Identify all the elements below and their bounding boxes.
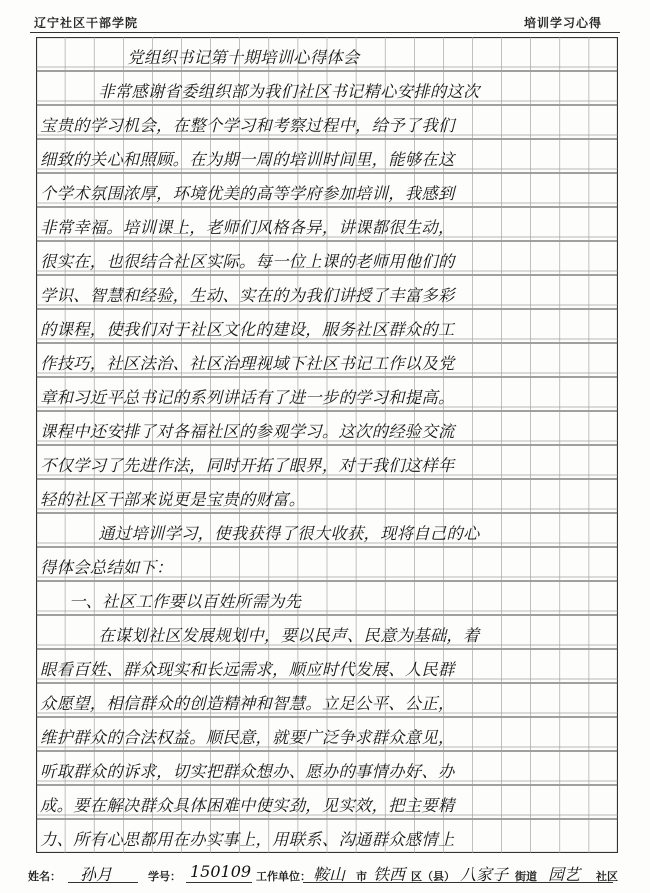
text-line: [36, 581, 618, 615]
text-line: [36, 445, 618, 479]
street-label: 街道: [515, 870, 537, 883]
text-line-text: 个学术氛围浓厚，环境优美的高等学府参加培训，我感到: [40, 184, 455, 203]
text-line: [36, 411, 618, 445]
text-line: [36, 547, 618, 581]
text-line: [36, 615, 618, 649]
text-line-text: 维护群众的合法权益。顺民意，就要广泛争求群众意见，: [40, 728, 455, 747]
text-line: [36, 275, 618, 309]
text-line-text: 非常感谢省委组织部为我们社区书记精心安排的这次: [98, 82, 480, 101]
text-line-text: 一、社区工作要以百姓所需为先: [69, 592, 302, 611]
text-line: [36, 751, 618, 785]
essay-title-text: 党组织书记第十期培训心得体会: [127, 48, 360, 67]
text-line-text: 宝贵的学习机会，在整个学习和考察过程中，给予了我们: [40, 116, 455, 135]
text-line: [36, 649, 618, 683]
community-label: 社区: [596, 870, 618, 883]
text-line-text: 听取群众的诉求，切实把群众想办、愿办的事情办好、办: [40, 762, 455, 781]
text-line-text: 轻的社区干部来说更是宝贵的财富。: [40, 490, 306, 509]
text-line-text: 章和习近平总书记的系列讲话有了进一步的学习和提高。: [40, 388, 455, 407]
text-line-text: 眼看百姓、群众现实和长远需求，顺应时代发展、人民群: [40, 660, 455, 679]
street-value: 八家子: [460, 865, 509, 884]
text-line-text: 不仅学习了先进作法，同时开拓了眼界，对于我们这样年: [40, 456, 455, 475]
text-line-text: 细致的关心和照顾。在为期一周的培训时间里，能够在这: [40, 150, 455, 169]
header-rule: [30, 32, 620, 33]
student-info-footer: [28, 858, 628, 888]
text-line: [36, 105, 618, 139]
city-value: 鞍山: [313, 865, 346, 884]
city-label: 市: [356, 870, 367, 883]
text-line: [36, 683, 618, 717]
student-id-label: 学号：: [148, 870, 181, 883]
text-line: [36, 207, 618, 241]
sheet-type-header: 培训学习心得: [523, 16, 602, 30]
text-line: [36, 343, 618, 377]
text-line-text: 很实在，也很结合社区实际。每一位上课的老师用他们的: [40, 252, 455, 271]
text-line-text: 在谋划社区发展规划中，要以民声、民意为基础，着: [98, 626, 480, 645]
unit-underline: [303, 882, 613, 883]
work-unit-label: 工作单位：: [256, 870, 311, 883]
text-line: [36, 71, 618, 105]
text-line-text: 非常幸福。培训课上，老师们风格各异，讲课都很生动，: [40, 218, 455, 237]
text-line-text: 众愿望，相信群众的创造精神和智慧。立足公平、公正，: [40, 694, 455, 713]
text-line: [36, 513, 618, 547]
name-underline: [68, 882, 138, 883]
text-line-text: 的课程，使我们对于社区文化的建设，服务社区群众的工: [40, 320, 455, 339]
text-line-text: 课程中还安排了对各福社区的参观学习。这次的经验交流: [40, 422, 455, 441]
text-line-text: 通过培训学习，使我获得了很大收获，现将自己的心: [98, 524, 480, 543]
text-line-text: 作技巧，社区法治、社区治理视域下社区书记工作以及党: [40, 354, 455, 373]
text-line-text: 成。要在解决群众具体困难中使实劲，见实效，把主要精: [40, 796, 455, 815]
text-line: [36, 785, 618, 819]
text-line: [36, 717, 618, 751]
text-line: [36, 377, 618, 411]
name-label: 姓名：: [28, 870, 61, 883]
text-line: [36, 819, 618, 853]
district-label: 区（县）: [411, 870, 455, 883]
text-line-text: 力、所有心思都用在办实事上，用联系、沟通群众感情上: [40, 830, 455, 849]
text-line: [36, 241, 618, 275]
institution-header: 辽宁社区干部学院: [34, 16, 139, 30]
text-line: [36, 479, 618, 513]
essay-title: [36, 37, 618, 71]
text-line: [36, 139, 618, 173]
district-value: 铁西: [373, 865, 406, 884]
id-underline: [186, 882, 252, 883]
text-line-text: 学识、智慧和经验，生动、实在的为我们讲授了丰富多彩: [40, 286, 455, 305]
text-line-text: 得体会总结如下：: [40, 558, 173, 577]
text-line: [36, 309, 618, 343]
student-id-value: 150109: [190, 862, 252, 881]
name-value: 孙月: [80, 865, 113, 884]
community-value: 园艺: [548, 865, 581, 884]
text-line: [36, 173, 618, 207]
